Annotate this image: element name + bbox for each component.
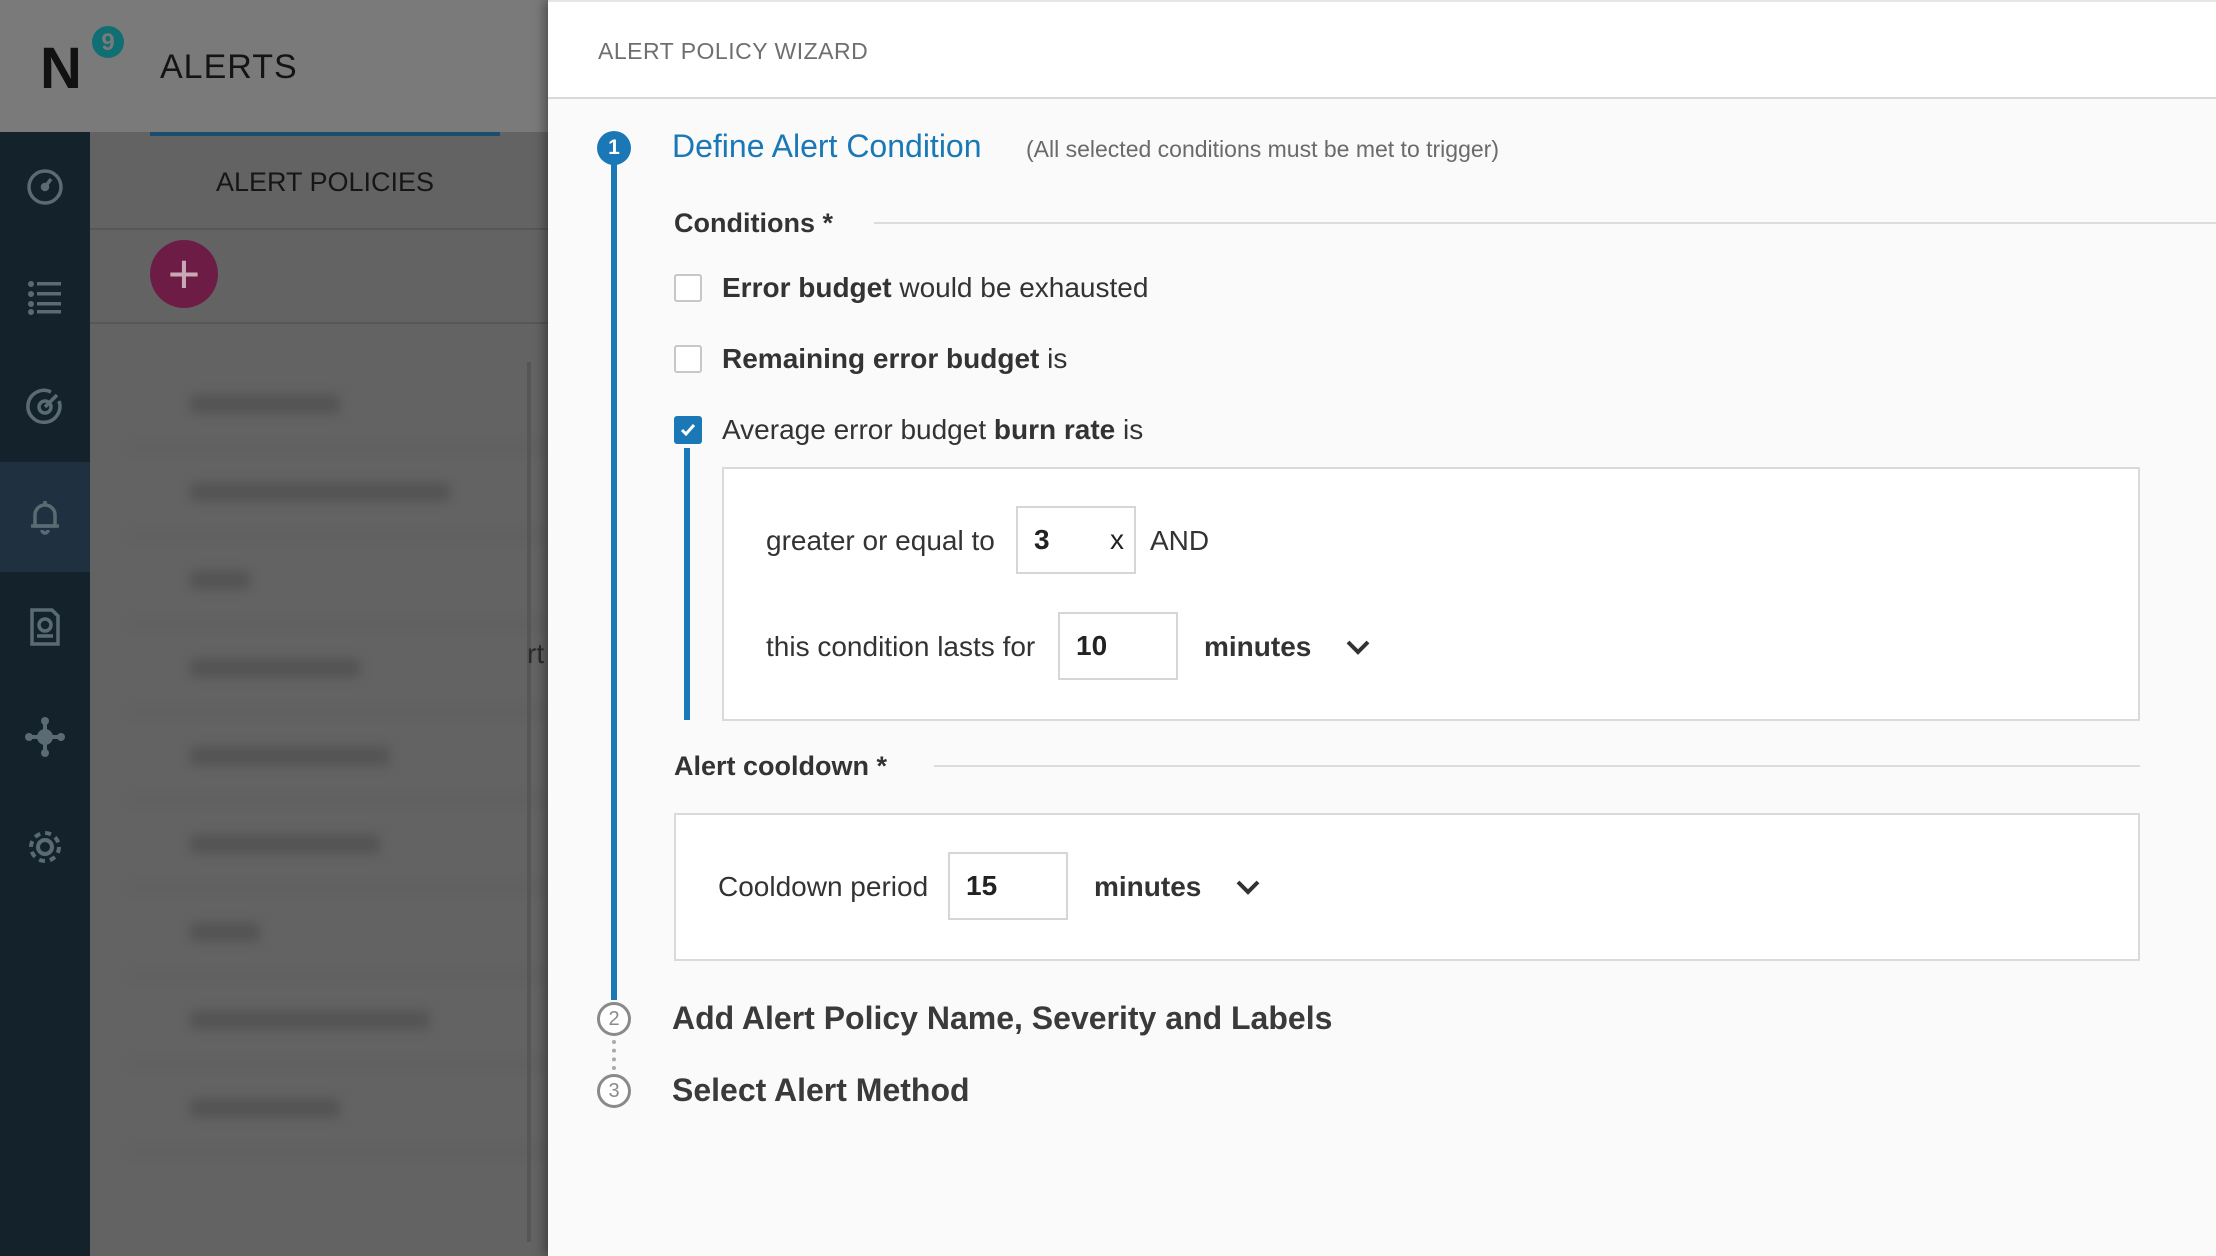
chevron-down-icon [1345, 638, 1371, 656]
multiplier-suffix: x [1110, 524, 1124, 555]
app-header [0, 0, 548, 132]
condition-label-rest: is [1115, 414, 1144, 445]
table-row [130, 538, 548, 624]
cooldown-rule [934, 765, 2140, 767]
cooldown-unit-select[interactable] [1094, 871, 1261, 903]
duration-value: 10 [1076, 630, 1108, 661]
condition-label-bold: Error budget [722, 272, 892, 303]
alert-policies-list-area [90, 132, 548, 1256]
table-row [130, 978, 548, 1064]
cooldown-value: 15 [966, 870, 998, 901]
integrations-icon [23, 715, 67, 759]
step-2-indicator: 2 [597, 1002, 631, 1036]
dashboard-gauge-icon [23, 165, 67, 209]
sidebar-item-slo[interactable] [0, 352, 90, 462]
chevron-down-icon [1235, 878, 1261, 896]
settings-gear-icon [23, 825, 67, 869]
step-1-indicator: 1 [597, 131, 631, 165]
burn-rate-indent-line [684, 448, 690, 720]
condition-checkbox-checked[interactable] [674, 416, 702, 444]
page-title: ALERTS [160, 48, 298, 86]
check-icon [678, 420, 698, 440]
conditions-rule [874, 222, 2216, 224]
wizard-header [548, 0, 2216, 99]
slo-target-icon [23, 385, 67, 429]
condition-checkbox[interactable] [674, 345, 702, 373]
condition-checkbox[interactable] [674, 274, 702, 302]
sidebar-item-reports[interactable] [0, 572, 90, 682]
cooldown-unit-value: minutes [1094, 871, 1202, 902]
condition-label-pre: Average error budget [722, 414, 994, 445]
condition-label-rest: is [1039, 343, 1068, 374]
logo-letter: N [40, 36, 82, 101]
toolbar-divider [90, 322, 548, 324]
table-row [130, 714, 548, 800]
wizard-title: ALERT POLICY WIZARD [598, 38, 869, 64]
tab-divider [90, 228, 548, 230]
condition-label-bold: burn rate [993, 414, 1116, 445]
table-row [130, 362, 548, 448]
alert-cooldown-heading: Alert cooldown * [674, 751, 888, 781]
nobl9-logo[interactable] [40, 24, 130, 104]
svg-text:9: 9 [101, 29, 115, 56]
tab-alert-policies[interactable]: ALERT POLICIES [150, 132, 500, 228]
and-joiner: AND [1150, 525, 1210, 556]
condition-label-rest: would be exhausted [891, 272, 1149, 303]
alert-policy-wizard-panel [548, 0, 2216, 1256]
conditions-heading: Conditions * [674, 208, 833, 238]
sidebar-item-settings[interactable] [0, 792, 90, 902]
logo-nine-icon [90, 24, 126, 60]
cooldown-period-input[interactable] [948, 852, 1068, 920]
duration-unit-value: minutes [1204, 631, 1312, 662]
step-2-title[interactable]: Add Alert Policy Name, Severity and Labels [672, 1000, 1333, 1036]
burn-rate-threshold-input[interactable] [1016, 506, 1136, 574]
duration-input[interactable] [1058, 612, 1178, 680]
table-row [130, 802, 548, 888]
step-1-title[interactable]: Define Alert Condition [672, 128, 982, 164]
step-connector-dotted [612, 1040, 616, 1070]
condition-budget-exhausted[interactable] [674, 272, 1148, 304]
list-scrollbar[interactable] [527, 362, 531, 1242]
condition-burn-rate[interactable] [674, 414, 1143, 446]
cooldown-period-label: Cooldown period [718, 871, 929, 902]
report-icon [23, 605, 67, 649]
condition-remaining-budget[interactable] [674, 343, 1067, 375]
cooldown-settings-box [674, 813, 2140, 961]
duration-label: this condition lasts for [766, 631, 1036, 662]
sidebar-item-integrations[interactable] [0, 682, 90, 792]
blurred-policies-table [130, 362, 548, 1242]
step-1-note: (All selected conditions must be met to trigger) [1026, 136, 1499, 162]
sidebar-nav [0, 132, 90, 1256]
add-alert-policy-button[interactable]: + [150, 240, 218, 308]
burn-rate-settings-box [722, 467, 2140, 721]
truncated-text-fragment: rt [527, 638, 545, 669]
table-row [130, 1066, 548, 1152]
step-3-indicator: 3 [597, 1074, 631, 1108]
step-3-title[interactable]: Select Alert Method [672, 1072, 970, 1108]
sidebar-item-alerts[interactable] [0, 462, 90, 572]
table-row [130, 890, 548, 976]
condition-label-bold: Remaining error budget [722, 343, 1040, 374]
step-1-progress-line [611, 164, 617, 1000]
duration-unit-select[interactable] [1204, 631, 1371, 663]
list-icon [23, 275, 67, 319]
table-row [130, 450, 548, 536]
burn-rate-threshold-label: greater or equal to [766, 525, 995, 556]
table-row [130, 626, 548, 712]
sidebar-item-list[interactable] [0, 242, 90, 352]
burn-rate-threshold-value: 3 [1034, 524, 1050, 555]
bell-icon [23, 495, 67, 539]
alerts-app-background [0, 0, 548, 1256]
sidebar-item-dashboard[interactable] [0, 132, 90, 242]
